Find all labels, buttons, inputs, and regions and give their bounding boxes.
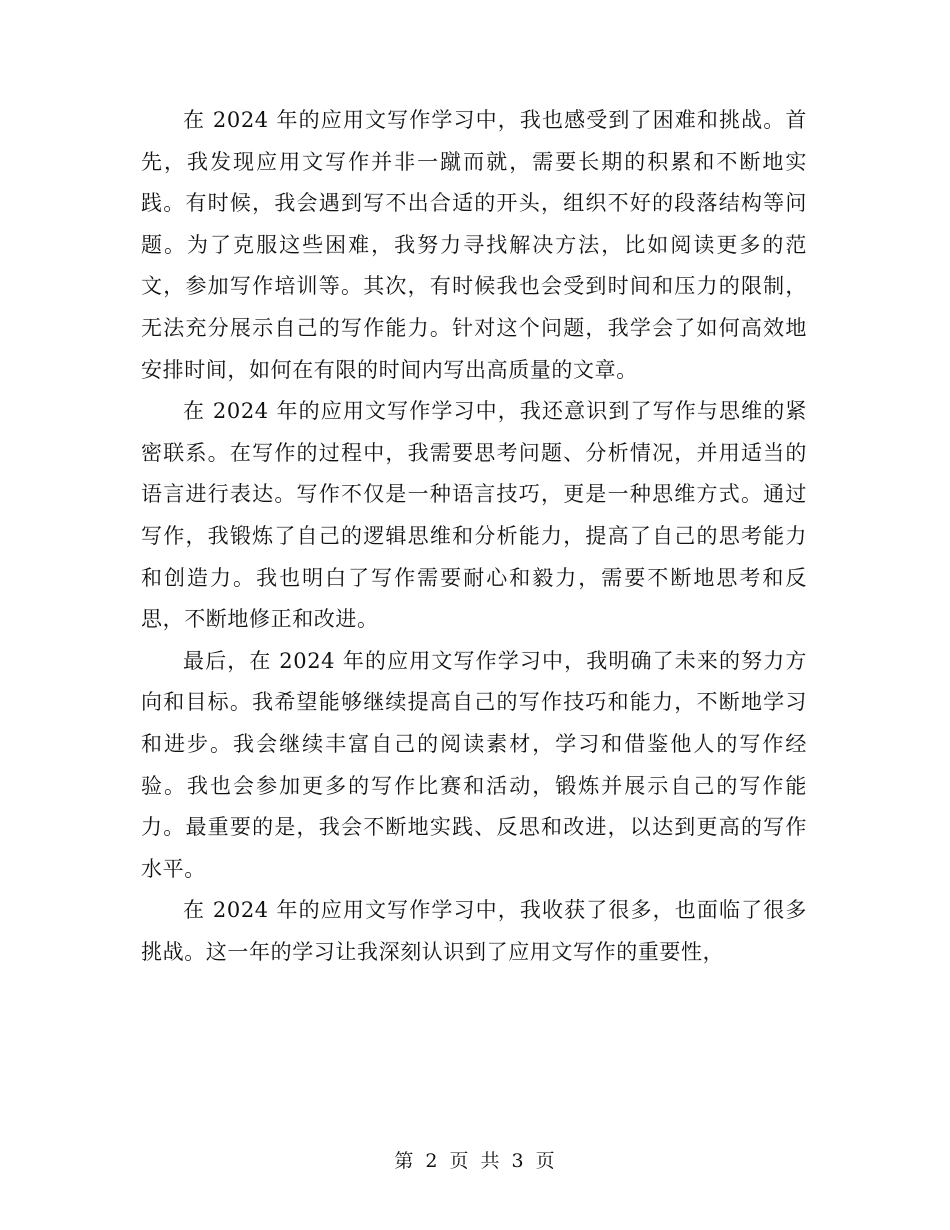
paragraph: 在 2024 年的应用文写作学习中，我还意识到了写作与思维的紧密联系。在写作的过程中，我需要思考问题、分析情况，并用适当的语言进行表达。写作不仅是一种语言技巧，更是一种思维方式。通过写作，我锻炼了自己的逻辑思维和分析能力，提高了自己的思考能力和创造力。我也明白了写作需要耐心和毅力，需要不断地思考和反思，不断地修正和改进。	[141, 399, 807, 632]
paragraph: 在 2024 年的应用文写作学习中，我收获了很多，也面临了很多挑战。这一年的学习让我深刻认识到了应用文写作的重要性，	[141, 898, 807, 964]
page-footer: 第 2 页 共 3 页	[394, 1150, 556, 1172]
paragraph: 在 2024 年的应用文写作学习中，我也感受到了困难和挑战。首先，我发现应用文写作并非一蹴而就，需要长期的积累和不断地实践。有时候，我会遇到写不出合适的开头，组织不好的段落结构等问题。为了克服这些困难，我努力寻找解决方法，比如阅读更多的范文，参加写作培训等。其次，有时候我也会受到时间和压力的限制，无法充分展示自己的写作能力。针对这个问题，我学会了如何高效地安排时间，如何在有限的时间内写出高质量的文章。	[141, 108, 807, 382]
paragraph: 最后，在 2024 年的应用文写作学习中，我明确了未来的努力方向和目标。我希望能够继续提高自己的写作技巧和能力，不断地学习和进步。我会继续丰富自己的阅读素材，学习和借鉴他人的写作经验。我也会参加更多的写作比赛和活动，锻炼并展示自己的写作能力。最重要的是，我会不断地实践、反思和改进，以达到更高的写作水平。	[141, 648, 807, 881]
page-body	[141, 100, 807, 973]
